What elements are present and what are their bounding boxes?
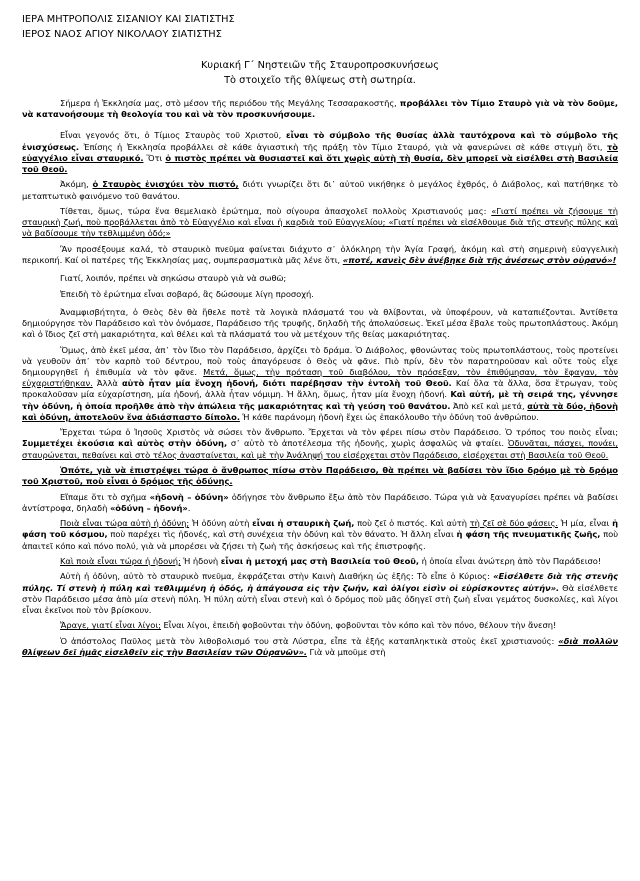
sermon-title [0, 58, 640, 88]
paragraph-16: Ἄραγε, γιατί εἶναι λίγοι; Εἶναι λίγοι, ἐπειδὴ φοβοῦνται τὴν ὀδύνη, φοβοῦνται τὸν κόπο καὶ τὸν πόνο, θέλουν τὴν ἄνεση! [60, 620, 557, 631]
paragraph-6: Γιατί, λοιπόν, πρέπει νὰ σηκώσω σταυρὸ γιὰ νὰ σωθῶ; [60, 273, 287, 284]
paragraph-7: Ἐπειδὴ τὸ ἐρώτημα εἶναι σοβαρό, ἂς δώσουμε λίγη προσοχή. [60, 288, 314, 299]
sermon-title-line-2: Τὸ στοιχεῖο τῆς θλίψεως στὴ σωτηρία. [224, 75, 416, 86]
sermon-body [22, 98, 618, 662]
paragraph-9: Ὅμως, ἀπὸ ἐκεῖ μέσα, ἀπ᾽ τὸν ἴδιο τὸν Παράδεισο, ἀρχίζει τὸ δράμα. Ὁ Διάβολος, φθονώντας τοὺς πρωτοπλάστους, τοὺς προτείνει νὰ γευθοῦν ἀπ᾽ τὸν καρπὸ τοῦ δέντρου, ποὺ τοὺς ἀπαγόρευσε ὁ Θεὸς νὰ φᾶνε. Πιὸ πρίν, δὲν τὸν παρατηροῦσαν καὶ οὔτε τοὺς εἶχε δημιουργηθεῖ ἡ ἐπιθυμία νὰ τὸν φᾶνε. Μετά, ὅμως, τὴν πρόταση τοῦ διαβόλου, τὸν πρόσεξαν, τὸν ἐπιθύμησαν, τὸν ἔφαγαν, τὸν εὐχαριστήθηκαν. Ἀλλὰ αὐτὸ ἦταν μία ἔνοχη ἡδονή, διότι παρέβησαν τὴν ἐντολὴ τοῦ Θεοῦ. Καί ὅλα τὰ ἄλλα, ὅσα ἔτρωγαν, τοὺς προκαλοῦσαν μία εὐχαρίστηση, μία ἡδονή, ἀλλὰ ἦταν νόμιμη. Ἡ ἄλλη, ὅμως, ἦταν μία ἔνοχη ἡδονή. Καὶ αὐτή, μὲ τὴ σειρά της, γέννησε τὴν ὀδύνη, ἡ ὁποία προῆλθε ἀπὸ τὴν ἀπώλεια τῆς μακαριότητας καὶ τὴ γεύση τοῦ θανάτου. Ἀπὸ κεῖ καὶ μετά, αὐτὰ τὰ δύο, ἡδονὴ καὶ ὀδύνη, ἀποτελοῦν ἕνα ἀδιάσπαστο δίπολο. Ἡ κάθε παράνομη ἡδονὴ ἔχει ὡς ἐπακόλουθο τὴν ὀδύνη τοῦ ἀνθρώπου. [22, 344, 619, 422]
metropolis-name: ΙΕΡΑ ΜΗΤΡΟΠΟΛΙΣ ΣΙΣΑΝΙΟΥ ΚΑΙ ΣΙΑΤΙΣΤΗΣ [22, 14, 235, 25]
paragraph-8: Ἀναμφισβήτητα, ὁ Θεὸς δὲν θὰ ἤθελε ποτὲ τὰ λογικὰ πλάσματά του νὰ θλίβονται, νὰ ὑποφέρουν, νὰ καταπιέζονται. Ἀντίθετα δημιούργησε τὸν Παράδεισο καὶ τὸν ὀνόμασε, Παράδεισο τῆς τρυφῆς, δηλαδὴ τῆς ἀπολαύσεως. Ἐκεῖ μέσα ἔβαλε τοὺς πρωτοπλάστους. Ἀκόμη καὶ ὁ ἴδιος ζεῖ στὴ μακαριότητα, καὶ θέλει καὶ τὰ πλάσματά του νὰ μετέχουν τῆς θείας μακαριότητας. [22, 306, 618, 340]
paragraph-17: Ὁ ἀπόστολος Παῦλος μετὰ τὸν λιθοβολισμό του στὰ Λύστρα, εἶπε τὰ ἑξῆς καταπληκτικὰ στοὺς ἐκεῖ χριστιανούς: «διὰ πολλῶν θλίψεων δεῖ ἡμᾶς εἰσελθεῖν εἰς τὴν Βασιλείαν τῶν Οὐρανῶν». Γιὰ νὰ μποῦμε στὴ [22, 635, 618, 657]
paragraph-1: Σήμερα ἡ Ἐκκλησία μας, στὸ μέσον τῆς περιόδου τῆς Μεγάλης Τεσσαρακοστῆς, προβάλλει τὸν Τίμιο Σταυρὸ γιὰ νὰ τὸν δοῦμε, νὰ κατανοήσουμε τὴ θεολογία του καὶ νὰ τὸν προσκυνήσουμε. [22, 98, 618, 120]
paragraph-4: Τίθεται, ὅμως, τώρα ἕνα θεμελιακὸ ἐρώτημα, ποὺ σίγουρα ἀπασχολεῖ πολλοὺς Χριστιανούς μας: «Γιατί πρέπει νὰ ζήσουμε τὴ σταυρικὴ ζωή, ποὺ προβάλλεται ἀπὸ τὸ Εὐαγγέλιο καὶ εἶναι ἡ καρδιὰ τοῦ Εὐαγγελίου; «Γιατί πρέπει νὰ εἰσέλθουμε διὰ τῆς στενῆς πύλης καὶ νὰ βαδίσουμε τὴν τεθλιμμένη ὁδό;» [22, 206, 618, 239]
paragraph-10: Ἔρχεται τώρα ὁ Ἰησοῦς Χριστὸς νὰ σώσει τὸν ἄνθρωπο. Ἔρχεται νὰ τὸν φέρει πίσω στὸν Παράδεισο. Ὁ τρόπος του ποιὸς εἶναι; Συμμετέχει ἑκούσια καὶ αὐτὸς στὴν ὀδύνη, σ᾽ αὐτὸ τὸ ἀποτέλεσμα τῆς ἡδονῆς, χωρὶς ἀσφαλῶς νὰ φταίει. Ὀδυνᾶται, πάσχει, πονάει, σταυρώνεται, πεθαίνει καὶ στὸ τέλος ἀνασταίνεται, καὶ μὲ τὴν Ἀνάληψή του εἰσέρχεται στὸν Παράδεισο, εἰσέρχεται στὴ Βασιλεία τοῦ Θεοῦ. [22, 427, 618, 460]
sermon-title-line-1: Κυριακή Γ΄ Νηστειῶν τῆς Σταυροπροσκυνήσεως [200, 60, 439, 71]
paragraph-15: Αὐτὴ ἡ ὀδύνη, αὐτὸ τὸ σταυρικὸ πνεῦμα, ἐκφράζεται στὴν Καινὴ Διαθήκη ὡς ἑξῆς: Τὸ εἶπε ὁ Κύριος: «Εἰσέλθετε διὰ τῆς στενῆς πύλης. Τί στενὴ ἡ πύλη καὶ τεθλιμμένη ἡ ὁδός, ἡ ἀπάγουσα εἰς τὴν ζωήν, καὶ ὀλίγοι εἰσὶν οἱ εὑρίσκοντες αὐτήν». Θὰ εἰσέλθετε στὸν Παράδεισο μέσα ἀπὸ μία στενὴ πύλη. Ἡ πύλη αὐτὴ εἶναι στενὴ καὶ ὁ δρόμος ποὺ μᾶς ὁδηγεῖ στὴ ζωὴ εἶναι γεμάτος δυσκολίες, καὶ λίγοι εἶναι ἐκεῖνοι ποὺ τὸν βρίσκουν. [22, 571, 618, 615]
paragraph-14: Καὶ ποιὰ εἶναι τώρα ἡ ἡδονή; Ἡ ἡδονὴ εἶναι ἡ μετοχή μας στὴ Βασιλεία τοῦ Θεοῦ, ἡ ὁποία εἶναι ἀνώτερη ἀπὸ τὸν Παράδεισο! [60, 555, 602, 566]
church-name: ΙΕΡΟΣ ΝΑΟΣ ΑΓΙΟΥ ΝΙΚΟΛΑΟΥ ΣΙΑΤΙΣΤΗΣ [22, 29, 222, 40]
paragraph-2: Εἶναι γεγονός ὅτι, ὁ Τίμιος Σταυρὸς τοῦ Χριστοῦ, εἶναι τὸ σύμβολο τῆς θυσίας ἀλλὰ ταυτόχρονα καὶ τὸ σύμβολο τῆς ἐνισχύσεως. Ἐπίσης ἡ Ἐκκλησία προβάλλει σὲ κάθε ἁγιαστικὴ τῆς πράξη τὸν Τίμιο Σταυρό, γιὰ νὰ φανερώνει σὲ κάθε στιγμὴ ὅτι, τὸ εὐαγγέλιο εἶναι σταυρικό. Ὅτι ὁ πιστὸς πρέπει νὰ θυσιαστεῖ καὶ ὅτι χωρὶς αὐτὴ τὴ θυσία, δὲν μπορεῖ νὰ εἰσέλθει στὴ Βασιλεία τοῦ Θεοῦ. [22, 130, 619, 175]
paragraph-5: Ἂν προσέξουμε καλά, τὸ σταυρικὸ πνεῦμα φαίνεται διάχυτο σ᾽ ὁλόκληρη τὴν Ἁγία Γραφή, ἀκόμη καὶ στὴ σημερινὴ εὐαγγελικὴ περικοπή. Καί οἱ πατέρες τῆς Ἐκκλησίας μας, συμπερασματικὰ μᾶς λένε ὅτι, «ποτέ, κανεὶς δὲν ἀνέβηκε διὰ τῆς ἀνέσεως στὸν οὐρανό»! [22, 243, 618, 265]
letterhead [22, 12, 235, 42]
paragraph-12: Εἴπαμε ὅτι τὸ σχῆμα «ἡδονὴ – ὀδύνη» ὁδήγησε τὸν ἄνθρωπο ἔξω ἀπὸ τὸν Παράδεισο. Τώρα γιὰ νὰ ξαναγυρίσει πρέπει νὰ βαδίσει ἀντίστροφα, δηλαδὴ «ὀδύνη – ἡδονή». [22, 491, 618, 513]
paragraph-13: Ποιὰ εἶναι τώρα αὐτὴ ἡ ὀδύνη; Ἡ ὀδύνη αὐτὴ εἶναι ἡ σταυρικὴ ζωή, ποὺ ζεῖ ὁ πιστός. Καὶ αὐτὴ τὴ ζεῖ σὲ δύο φάσεις. Ἡ μία, εἶναι ἡ φάση τοῦ κόσμου, ποὺ παρέχει τὶς ἡδονές, καὶ στὴ συνέχεια τὴν ὀδύνη καὶ τὸν θάνατο. Ἡ ἄλλη εἶναι ἡ φάση τῆς πνευματικῆς ζωῆς, ποὺ ἀπαιτεῖ κόπο καὶ πόνο πολύ, γιὰ νὰ μπορέσει νὰ ζήσει τὴ ζωὴ τῆς ἀσκήσεως καὶ τῆς ἐπιστροφῆς. [22, 518, 618, 551]
paragraph-11: Ὁπότε, γιὰ νὰ ἐπιστρέψει τώρα ὁ ἄνθρωπος πίσω στὸν Παράδεισο, θὰ πρέπει νὰ βαδίσει τὸν ἴδιο δρόμο μὲ τὸ δρόμο τοῦ Χριστοῦ, ποὺ εἶναι ὁ δρόμος τῆς ὀδύνης. [22, 465, 618, 487]
paragraph-3: Ἀκόμη, ὁ Σταυρὸς ἐνισχύει τὸν πιστό, διότι γνωρίζει ὅτι δι᾽ αὐτοῦ νικήθηκε ὁ μεγάλος ἐχθρός, ὁ Διάβολος, καὶ πατήθηκε τὸ μεταπτωτικὸ φαινόμενο τοῦ θανάτου. [22, 179, 618, 201]
